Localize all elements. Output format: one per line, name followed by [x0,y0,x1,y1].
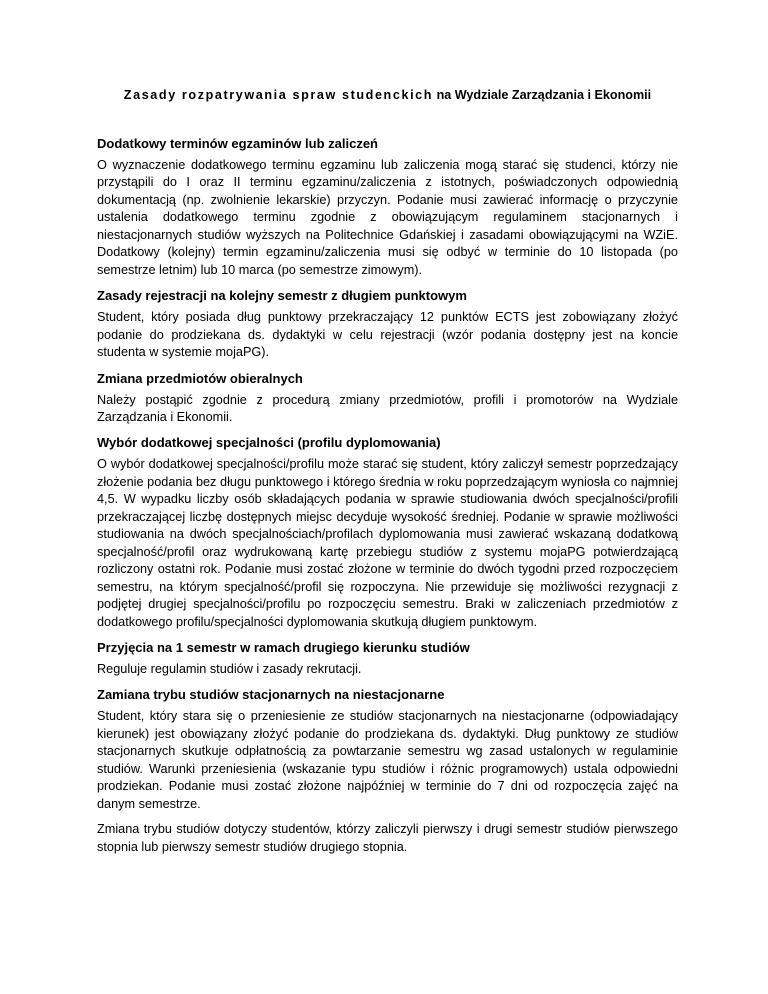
section-study-mode-change [97,686,678,856]
section-additional-exam-term [97,135,678,279]
section-heading: Zamiana trybu studiów stacjonarnych na niestacjonarne [97,687,445,703]
section-paragraph: O wyznaczenie dodatkowego terminu egzaminu lub zaliczenia mogą starać się studenci, którzy nie przystąpili do I oraz II terminu egzaminu/zaliczenia z istotnych, poświadczonych odpowiednią dokumentacją (np. zwolnienie lekarskie) przyczyn. Podanie musi zawierać informację o przyczynie ustalenia dodatkowego terminu zgodnie z obowiązującym regulaminem stacjonarnych i niestacjonarnych studiów wyższych na Politechnice Gdańskiej i zasadami obowiązującymi na WZiE. Dodatkowy (kolejny) termin egzaminu/zaliczenia musi się odbyć w terminie do 10 listopada (po semestrze letnim) lub 10 marca (po semestrze zimowym). [97,158,678,277]
section-paragraph: O wybór dodatkowej specjalności/profilu może starać się student, który zaliczył semestr poprzedzający złożenie podania bez długu punktowego i którego średnia w roku poprzedzającym wyniosła co najmniej 4,5. W wypadku liczby osób składających podania w sprawie studiowania dwóch specjalności/profili przekraczającej liczbę dostępnych miejsc decyduje wysokość średniej. Podanie w sprawie możliwości studiowania na dwóch specjalnościach/profilach dyplomowania musi zawierać wskazaną dodatkową specjalność/profil oraz wydrukowaną kartę przebiegu studiów z systemu mojaPG potwierdzającą rozliczony ostatni rok. Podanie musi zostać złożone w terminie do dwóch tygodni przed rozpoczęciem semestru, na którym specjalność/profil się rozpoczyna. Nie przewiduje się możliwości rezygnacji z podjętej drugiej specjalności/profilu po rozpoczęciu semestru. Braki w zaliczeniach przedmiotów z dodatkowego profilu/specjalności dyplomowania skutkują długiem punktowym. [97,457,678,629]
section-heading: Zmiana przedmiotów obieralnych [97,370,303,386]
section-heading: Wybór dodatkowej specjalności (profilu dyplomowania) [97,435,441,451]
document-page [97,88,678,856]
section-paragraph: Należy postąpić zgodnie z procedurą zmiany przedmiotów, profili i promotorów na Wydziale Zarządzania i Ekonomii. [97,392,678,424]
section-additional-specialization [97,434,678,631]
section-paragraph: Reguluje regulamin studiów i zasady rekrutacji. [97,661,362,676]
section-heading: Zasady rejestracji na kolejny semestr z długiem punktowym [97,288,467,304]
document-title-rest: na Wydziale Zarządzania i Ekonomii [436,88,652,102]
section-heading: Dodatkowy terminów egzaminów lub zaliczeń [97,136,378,151]
section-paragraph: Student, który stara się o przeniesienie ze studiów stacjonarnych na niestacjonarne (odpowiadający kierunek) jest obowiązany złożyć podanie do prodziekana ds. dydaktyki. Dług punktowy ze studiów stacjonarnych skutkuje odpłatnością za powtarzanie semestru wg zasad ustalonych w regulaminie studiów. Warunki przeniesienia (wskazanie typu studiów i różnic programowych) ustala odpowiedni prodziekan. Podanie musi zostać złożone najpóźniej w terminie do 7 dni od rozpoczęcia zajęć na danym semestrze. [97,709,678,811]
section-heading: Przyjęcia na 1 semestr w ramach drugiego kierunku studiów [97,639,470,655]
section-paragraph: Student, który posiada dług punktowy przekraczający 12 punktów ECTS jest zobowiązany złożyć podanie do prodziekana ds. dydaktyki w celu rejestracji (wzór podania dostępny jest na koncie studenta w systemie mojaPG). [97,310,678,360]
section-paragraph: Zmiana trybu studiów dotyczy studentów, którzy zaliczyli pierwszy i drugi semestr studiów pierwszego stopnia lub pierwszy semestr studiów drugiego stopnia. [97,822,678,854]
section-elective-change [97,370,678,427]
section-registration-with-debt [97,287,678,361]
document-title-spaced: Zasady rozpatrywania spraw studenckich [123,88,434,102]
document-title [97,88,678,102]
section-second-field-admission [97,639,678,678]
